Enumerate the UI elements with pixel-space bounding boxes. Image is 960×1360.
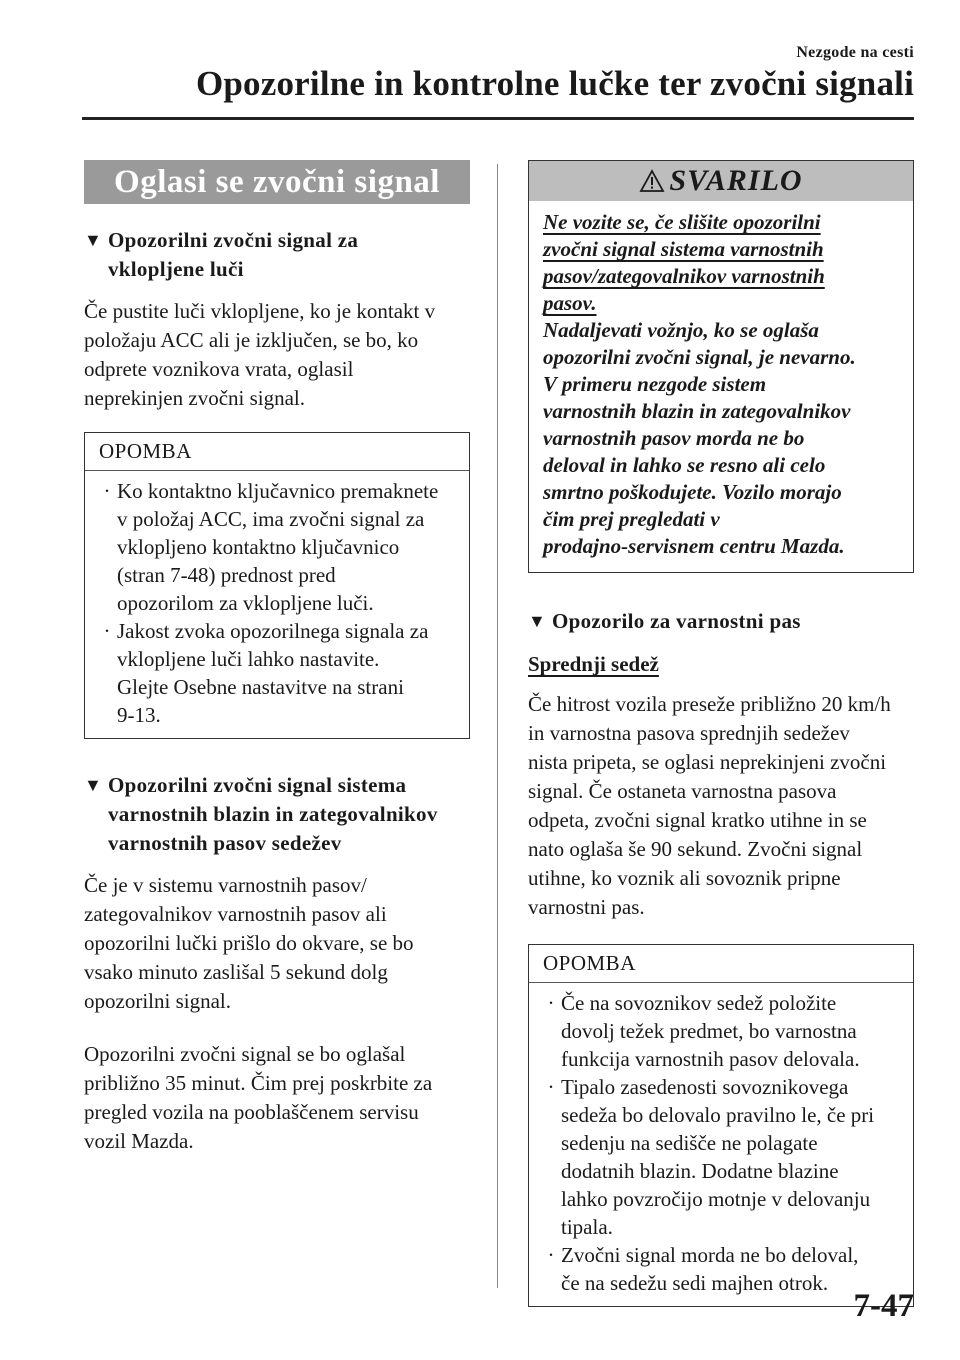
text-line: tipala. [561,1215,613,1239]
heading-line: vklopljene luči [108,257,244,281]
paragraph-airbag-2 [84,1040,470,1156]
note-box-seatbelt [528,944,914,1307]
subheading-seatbelt [528,607,914,636]
heading-line: Opozorilni zvočni signal za [108,228,359,252]
text-line: funkcija varnostnih pasov delovala. [561,1047,860,1071]
heading-line: Opozorilni zvočni signal sistema [108,773,407,797]
bullet-icon: · [103,619,111,643]
warning-title: SVARILO [669,164,803,197]
note-title: OPOMBA [85,433,469,471]
text-line: vozil Mazda. [84,1129,194,1153]
text-line: (stran 7-48) prednost pred [117,563,336,587]
warning-line: deloval in lahko se resno ali celo [543,453,826,477]
bullet-icon: · [103,479,111,503]
text-line: če na sedežu sedi majhen otrok. [561,1271,829,1295]
warning-box [528,160,914,573]
note-item [541,1241,903,1297]
text-line: varnostni pas. [528,895,645,919]
paragraph-seatbelt [528,690,914,922]
text-line: v položaj ACC, ima zvočni signal za [117,507,425,531]
text-line: signal. Če ostaneta varnostna pasova [528,779,837,803]
text-line: nista pripeta, se oglasi neprekinjeni zvočni [528,750,887,774]
warning-line: pasov. [543,291,597,315]
text-line: pregled vozila na pooblaščenem servisu [84,1100,419,1124]
warning-line: prodajno-servisnem centru Mazda. [543,534,845,558]
warning-line: varnostnih blazin in zategovalnikov [543,399,851,423]
note-box-lights [84,432,470,739]
text-line: opozorilni signal. [84,989,231,1013]
paragraph-lights [84,297,470,413]
text-line: Tipalo zasedenosti sovoznikovega [561,1075,849,1099]
text-line: in varnostna pasova sprednjih sedežev [528,721,850,745]
note-body [85,471,469,738]
text-line: Zvočni signal morda ne bo deloval, [561,1243,859,1267]
text-line: dovolj težek predmet, bo varnostna [561,1019,857,1043]
section-banner: Oglasi se zvočni signal [84,160,470,204]
text-line: dodatnih blazin. Dodatne blazine [561,1159,839,1183]
left-column [84,160,470,1156]
note-item [97,617,459,729]
warning-header [529,161,913,201]
text-line: Ko kontaktno ključavnico premaknete [117,479,439,503]
text-line: neprekinjen zvočni signal. [84,386,306,410]
text-line: opozorilom za vklopljene luči. [117,591,374,615]
heading-line: varnostnih blazin in zategovalnikov [108,802,438,826]
warning-line: smrtno poškodujete. Vozilo morajo [543,480,842,504]
text-line: 9-13. [117,703,161,727]
text-line: vsako minuto zaslišal 5 sekund dolg [84,960,388,984]
note-body [529,983,913,1306]
text-line: odpeta, zvočni signal kratko utihne in se [528,808,867,832]
text-line: sedenju na sedišče ne polagate [561,1131,818,1155]
text-line: utihne, ko voznik ali sovoznik pripne [528,866,841,890]
warning-line: Nadaljevati vožnjo, ko se oglaša [543,318,819,342]
text-line: lahko povzročijo motnje v delovanju [561,1187,871,1211]
text-line: vklopljeno kontaktno ključavnico [117,535,400,559]
note-item [541,1073,903,1241]
subheading-front-seat: Sprednji sedež [528,652,659,676]
warning-line: zvočni signal sistema varnostnih [543,237,824,261]
warning-line: pasov/zategovalnikov varnostnih [543,264,825,288]
warning-line: varnostnih pasov morda ne bo [543,426,805,450]
page-number: 7-47 [853,1288,914,1324]
text-line: vklopljene luči lahko nastavite. [117,647,380,671]
warning-line: opozorilni zvočni signal, je nevarno. [543,345,856,369]
text-line: nato oglaša še 90 sekund. Zvočni signal [528,837,863,861]
bullet-icon: · [547,1243,555,1267]
bullet-icon: · [547,1075,555,1099]
note-item [97,477,459,617]
chapter-label: Nezgode na cesti [796,44,914,61]
subheading-lights-warning [84,226,470,284]
text-line: položaju ACC ali je izključen, se bo, ko [84,328,419,352]
text-line: sedeža bo delovalo pravilno le, če pri [561,1103,875,1127]
note-title: OPOMBA [529,945,913,983]
warning-line: V primeru nezgode sistem [543,372,767,396]
text-line: odprete voznikova vrata, oglasil [84,357,354,381]
text-line: opozorilni lučki prišlo do okvare, se bo [84,931,414,955]
text-line: Če hitrost vozila preseže približno 20 km/h [528,692,891,716]
bullet-icon: · [547,991,555,1015]
right-column [528,160,914,1307]
subheading-airbag-warning [84,771,470,858]
warning-triangle-icon [639,169,665,193]
heading-line: Opozorilo za varnostni pas [552,609,801,633]
text-line: Če je v sistemu varnostnih pasov/ [84,873,367,897]
header-rule [82,117,914,120]
text-line: Opozorilni zvočni signal se bo oglašal [84,1042,406,1066]
section-title: Opozorilne in kontrolne lučke ter zvočni signali [195,64,914,103]
text-line: Glejte Osebne nastavitve na strani [117,675,404,699]
column-divider [497,164,498,1288]
text-line: zategovalnikov varnostnih pasov ali [84,902,387,926]
warning-line: Ne vozite se, če slišite opozorilni [543,210,821,234]
triangle-down-icon: ▼ [84,230,103,250]
note-item [541,989,903,1073]
warning-line: čim prej pregledati v [543,507,720,531]
paragraph-airbag-1 [84,871,470,1016]
text-line: Če pustite luči vklopljene, ko je kontakt v [84,299,436,323]
text-line: Če na sovoznikov sedež položite [561,991,837,1015]
triangle-down-icon: ▼ [84,775,103,795]
warning-body [529,201,913,572]
triangle-down-icon: ▼ [528,611,547,631]
text-line: približno 35 minut. Čim prej poskrbite za [84,1071,433,1095]
text-line: Jakost zvoka opozorilnega signala za [117,619,429,643]
heading-line: varnostnih pasov sedežev [108,831,342,855]
